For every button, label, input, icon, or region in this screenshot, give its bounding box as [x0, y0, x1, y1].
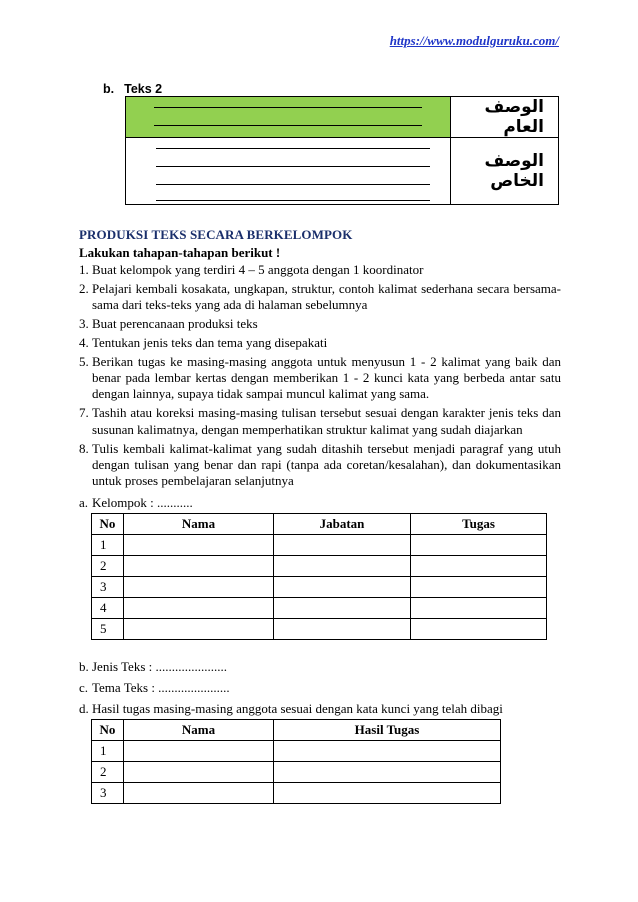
table-row — [92, 762, 501, 783]
hasil-label: Hasil tugas masing-masing anggota sesuai dengan kata kunci yang telah dibagi — [92, 701, 503, 716]
section-intro: Lakukan tahapan-tahapan berikut ! — [79, 245, 281, 260]
cell-nama — [124, 556, 274, 577]
row-number: 1 — [92, 535, 124, 556]
header-url-link[interactable]: https://www.modulguruku.com/ — [389, 33, 559, 48]
section-title: PRODUKSI TEKS SECARA BERKELOMPOK — [79, 227, 353, 242]
kelompok-label: Kelompok : ........... — [92, 495, 193, 510]
teks2-table — [125, 96, 559, 205]
list-item — [79, 354, 561, 403]
tema-marker: c. — [79, 680, 89, 695]
teks2-blank-specific — [126, 138, 451, 205]
step-number: 5. — [79, 353, 89, 369]
cell-hasil — [274, 741, 501, 762]
cell-nama — [124, 577, 274, 598]
col-header-nama: Nama — [124, 514, 274, 535]
cell-nama — [124, 619, 274, 640]
list-item — [79, 316, 561, 332]
teks2-blank-general — [126, 97, 451, 138]
blank-line — [156, 166, 430, 167]
col-header-no: No — [92, 720, 124, 741]
jenis-label: Jenis Teks : ...................... — [92, 659, 227, 674]
teks2-row-general — [126, 97, 559, 138]
tema-label: Tema Teks : ...................... — [92, 680, 230, 695]
step-text: Buat perencanaan produksi teks — [92, 316, 258, 332]
row-number: 3 — [92, 577, 124, 598]
row-number: 5 — [92, 619, 124, 640]
table-row — [92, 535, 547, 556]
list-item — [79, 441, 561, 490]
step-text: Berikan tugas ke masing-masing anggota untuk menyusun 1 - 2 kalimat yang baik dan benar pada lembar kertas dengan memberikan 1 - 2 kunci kata yang berbeda antar satu dengan lainnya, supaya tidak sampai muncul kalimat yang sama. — [92, 353, 561, 402]
cell-nama — [124, 598, 274, 619]
col-header-jabatan: Jabatan — [274, 514, 411, 535]
blank-line — [154, 107, 422, 108]
cell-jabatan — [274, 556, 411, 577]
teks2-arabic-specific: الوصف الخاص — [451, 138, 559, 205]
step-number: 4. — [79, 334, 89, 350]
cell-jabatan — [274, 535, 411, 556]
cell-tugas — [411, 577, 547, 598]
cell-tugas — [411, 619, 547, 640]
table-row — [92, 619, 547, 640]
col-header-hasil: Hasil Tugas — [274, 720, 501, 741]
step-number: 2. — [79, 280, 89, 296]
cell-hasil — [274, 783, 501, 804]
tema-line — [79, 680, 230, 696]
cell-tugas — [411, 598, 547, 619]
cell-nama — [124, 783, 274, 804]
blank-line — [154, 125, 422, 126]
row-number: 2 — [92, 556, 124, 577]
blank-line — [156, 184, 430, 185]
step-text: Tulis kembali kalimat-kalimat yang sudah ditashih tersebut menjadi paragraf yang utuh dengan tulisan yang benar dan rapi (tanpa ada coretan/kesalahan), dan dokumentasikan untuk proses pembelajaran selanjutnya — [92, 440, 561, 489]
list-item — [79, 335, 561, 351]
blank-line — [156, 200, 430, 201]
cell-nama — [124, 762, 274, 783]
step-text: Pelajari kembali kosakata, ungkapan, struktur, contoh kalimat sederhana secara bersama-sama dari teks-teks yang ada di halaman sebelumnya — [92, 280, 561, 313]
row-number: 2 — [92, 762, 124, 783]
step-number: 1. — [79, 262, 89, 277]
teks2-label: Teks 2 — [124, 82, 163, 96]
row-number: 4 — [92, 598, 124, 619]
jenis-line — [79, 659, 227, 675]
table-row — [92, 556, 547, 577]
list-item — [79, 405, 561, 438]
list-item — [79, 281, 561, 314]
cell-hasil — [274, 762, 501, 783]
kelompok-line — [79, 495, 193, 511]
teks2-arabic-general: الوصف العام — [451, 97, 559, 138]
cell-nama — [124, 741, 274, 762]
cell-jabatan — [274, 619, 411, 640]
step-text: Tashih atau koreksi masing-masing tulisan tersebut sesuai dengan karakter jenis teks dan susunan kalimatnya, dengan memperhatikan struktur kalimat yang sudah diajarkan — [92, 405, 561, 437]
hasil-marker: d. — [79, 701, 89, 716]
step-text: Buat kelompok yang terdiri 4 – 5 anggota dengan 1 koordinator — [92, 262, 424, 277]
list-item — [79, 262, 561, 278]
step-number: 8. — [79, 440, 89, 456]
table-header-row — [92, 514, 547, 535]
cell-tugas — [411, 535, 547, 556]
step-text: Tentukan jenis teks dan tema yang disepakati — [92, 334, 328, 350]
row-number: 3 — [92, 783, 124, 804]
table-row — [92, 598, 547, 619]
table-header-row — [92, 720, 501, 741]
cell-jabatan — [274, 598, 411, 619]
hasil-line — [79, 701, 503, 717]
row-number: 1 — [92, 741, 124, 762]
cell-tugas — [411, 556, 547, 577]
kelompok-marker: a. — [79, 495, 89, 510]
cell-jabatan — [274, 577, 411, 598]
jenis-marker: b. — [79, 659, 89, 674]
step-number: 7. — [79, 405, 89, 421]
cell-nama — [124, 535, 274, 556]
table-row — [92, 577, 547, 598]
table-row — [92, 783, 501, 804]
steps-list — [79, 262, 561, 492]
col-header-nama: Nama — [124, 720, 274, 741]
blank-line — [156, 148, 430, 149]
table-row — [92, 741, 501, 762]
hasil-table — [91, 719, 501, 804]
kelompok-table — [91, 513, 547, 640]
col-header-tugas: Tugas — [411, 514, 547, 535]
teks2-marker: b. — [103, 82, 115, 96]
teks2-row-specific — [126, 138, 559, 205]
teks2-heading — [103, 82, 162, 96]
col-header-no: No — [92, 514, 124, 535]
step-number: 3. — [79, 316, 89, 332]
